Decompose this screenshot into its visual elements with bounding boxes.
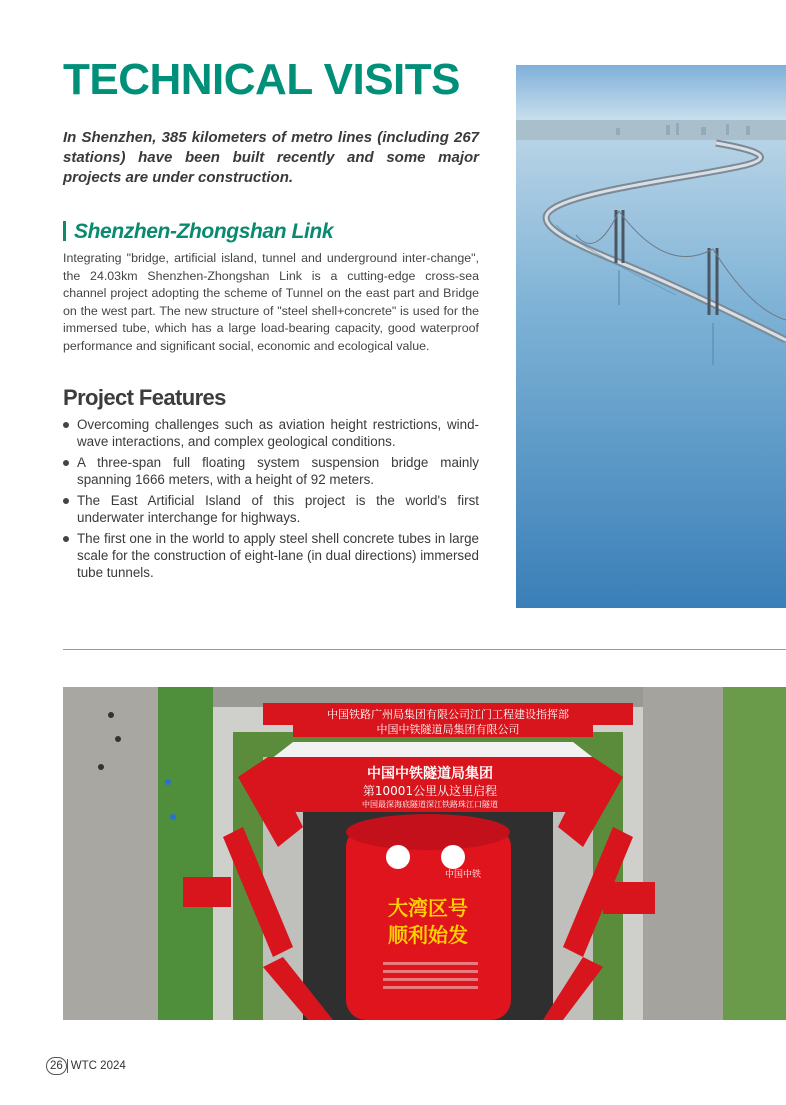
feature-item <box>63 530 479 581</box>
feature-item <box>63 416 479 450</box>
feature-item <box>63 454 479 488</box>
section-divider <box>63 649 786 650</box>
section-heading <box>63 218 483 246</box>
bullet-icon <box>63 536 69 542</box>
banner-main: 中国中铁隧道局集团 <box>367 766 493 782</box>
feature-item <box>63 492 479 526</box>
tbm-text-2: 顺利始发 <box>388 923 468 947</box>
footer-separator <box>67 1059 68 1073</box>
banner-top-1: 中国铁路广州局集团有限公司江门工程建设指挥部 <box>327 708 569 721</box>
features-list <box>63 416 479 585</box>
feature-text: A three-span full floating system suspension bridge mainly spanning 1666 meters, with a height of 92 meters. <box>77 455 479 487</box>
tbm-text-1: 大湾区号 <box>388 896 468 920</box>
intro-paragraph: In Shenzhen, 385 kilometers of metro lines (including 267 stations) have been built recently and some major projects are under construction. <box>63 129 479 186</box>
features-heading: Project Features <box>63 385 226 410</box>
page-footer <box>46 1056 126 1076</box>
bullet-icon <box>63 460 69 466</box>
bullet-icon <box>63 498 69 504</box>
tbm-logo-text: 中国中铁 <box>444 870 482 880</box>
banner-slogan: 第10001公里从这里启程 <box>362 784 498 798</box>
feature-text: Overcoming challenges such as aviation height restrictions, wind-wave interactions, and complex geological conditions. <box>77 417 479 449</box>
publication-name: WTC 2024 <box>70 1060 126 1072</box>
heading-accent-bar <box>63 221 66 241</box>
feature-text: The first one in the world to apply steel shell concrete tubes in large scale for the construction of eight-lane (in dual directions) immersed tube tunnels. <box>77 531 479 580</box>
bridge-photo <box>516 65 786 608</box>
section-body: Integrating "bridge, artificial island, tunnel and underground inter-change", the 24.03km Shenzhen-Zhongshan Link is a cutting-edge cross-sea channel project adopting the scheme of Tunnel on the east part and Bridge on the west part. The new structure of "steel shell+concrete" is used for the immersed tube, which has a large load-bearing capacity, good waterproof performance and significant social, economic and ecological value. <box>63 251 479 353</box>
bullet-icon <box>63 422 69 428</box>
feature-text: The East Artificial Island of this project is the world's first underwater interchange for highways. <box>77 493 479 525</box>
page-title: TECHNICAL VISITS <box>63 55 461 104</box>
banner-top-2: 中国中铁隧道局集团有限公司 <box>376 723 520 736</box>
section-heading-text: Shenzhen-Zhongshan Link <box>74 220 334 243</box>
page-number: 26 <box>46 1057 67 1075</box>
construction-site-photo <box>63 687 786 1020</box>
banner-sub: 中国最深海底隧道深江铁路珠江口隧道 <box>362 800 498 809</box>
